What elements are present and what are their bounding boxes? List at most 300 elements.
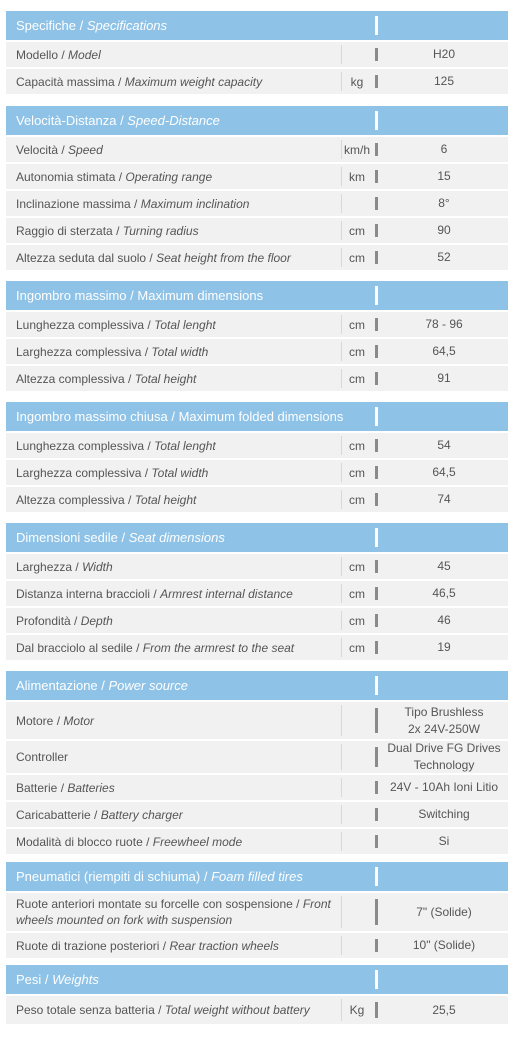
spec-value-text: 52	[437, 250, 451, 264]
section-title-it: Pneumatici (riempiti di schiuma)	[16, 869, 201, 884]
section-title-it: Alimentazione	[16, 678, 98, 693]
spec-label-text	[16, 465, 208, 481]
value-divider	[375, 143, 378, 156]
spec-label-it: Profondità	[16, 613, 71, 628]
spec-row	[6, 702, 508, 739]
spec-label-text	[16, 807, 183, 823]
spec-label-en: From the armrest to the seat	[142, 640, 295, 655]
spec-label-en: Model	[68, 47, 101, 62]
value-divider	[375, 939, 378, 952]
spec-label	[16, 191, 341, 216]
section-title	[16, 402, 343, 431]
spec-unit: cm	[349, 317, 365, 332]
spec-unit: cm	[349, 613, 365, 628]
label-separator: /	[114, 74, 125, 89]
value-divider	[375, 372, 378, 385]
label-separator: /	[159, 938, 170, 953]
spec-label	[16, 164, 341, 189]
spec-unit	[341, 191, 373, 216]
spec-value-text: 78 - 96	[425, 317, 463, 331]
spec-unit	[341, 741, 373, 773]
spec-row	[6, 933, 508, 958]
section-title-en: Specifications	[86, 18, 168, 33]
spec-value-text: 64,5	[432, 465, 456, 479]
spec-label	[16, 339, 341, 364]
section-title-it: Ingombro massimo chiusa	[16, 409, 168, 424]
spec-value-text: 8°	[438, 196, 450, 210]
title-separator: /	[117, 530, 129, 545]
value-divider	[375, 747, 378, 767]
spec-value	[380, 433, 508, 458]
spec-value	[380, 245, 508, 270]
section-title-en: Seat dimensions	[128, 530, 225, 545]
spec-label-it: Ruote di trazione posteriori	[16, 938, 160, 953]
section-title-en: Power source	[108, 678, 188, 693]
spec-value-text: 74	[437, 492, 451, 506]
section-title-en: Foam filled tires	[211, 869, 303, 884]
spec-label-it: Caricabatterie	[16, 807, 91, 822]
spec-unit	[341, 829, 373, 854]
spec-unit	[341, 702, 373, 739]
section-header	[6, 523, 508, 552]
spec-label-it: Raggio di sterzata	[16, 223, 113, 238]
label-separator: /	[142, 834, 153, 849]
spec-label-it: Lunghezza complessiva	[16, 438, 145, 453]
section-header	[6, 11, 508, 40]
spec-unit: Kg	[349, 1003, 365, 1017]
label-separator: /	[141, 465, 152, 480]
spec-value	[380, 164, 508, 189]
value-divider	[375, 560, 378, 573]
spec-label-it: Altezza complessiva	[16, 371, 125, 386]
spec-row	[6, 42, 508, 67]
value-divider	[375, 170, 378, 183]
spec-label	[16, 554, 341, 579]
spec-value-text: 7" (Solide)	[416, 904, 472, 919]
spec-value	[380, 69, 508, 94]
spec-label-it: Controller	[16, 750, 69, 764]
spec-label	[16, 245, 341, 270]
spec-value-text: 24V - 10Ah Ioni Litio	[389, 780, 499, 794]
spec-label-text	[16, 559, 113, 575]
spec-unit: cm	[349, 250, 365, 265]
section-header	[6, 862, 508, 891]
header-divider	[375, 16, 378, 35]
spec-label-en: Total lenght	[154, 317, 216, 332]
section-title	[16, 11, 167, 40]
spec-label	[16, 137, 341, 162]
spec-label-text	[16, 749, 68, 765]
spec-row	[6, 741, 508, 773]
spec-section	[6, 671, 508, 854]
section-title-it: Dimensioni sedile	[16, 530, 118, 545]
label-separator: /	[57, 780, 68, 795]
spec-label-en: Armrest internal distance	[160, 586, 293, 601]
section-title	[16, 281, 263, 310]
value-divider	[375, 75, 378, 88]
value-divider	[375, 587, 378, 600]
section-header	[6, 671, 508, 700]
value-divider	[375, 439, 378, 452]
spec-value-text: 90	[437, 223, 451, 237]
spec-unit	[341, 42, 373, 67]
spec-label	[16, 69, 341, 94]
header-divider	[375, 867, 378, 886]
spec-label-it: Ruote anteriori montate su forcelle con sospensione	[16, 897, 293, 911]
label-separator: /	[130, 196, 141, 211]
section-title-it: Pesi	[16, 972, 42, 987]
spec-value	[380, 933, 508, 958]
spec-label-it: Batterie	[16, 780, 58, 795]
value-divider	[375, 318, 378, 331]
label-separator: /	[144, 438, 155, 453]
spec-unit: cm	[349, 492, 365, 507]
spec-label-text	[16, 344, 208, 360]
section-title-en: Weights	[52, 972, 99, 987]
value-divider	[375, 614, 378, 627]
spec-value-text: 125	[433, 74, 455, 88]
spec-value	[380, 802, 508, 827]
spec-label-en: Freewheel mode	[152, 834, 243, 849]
spec-row	[6, 164, 508, 189]
spec-section	[6, 402, 508, 512]
spec-label-en: Total width	[151, 344, 209, 359]
spec-unit: km/h	[343, 142, 370, 157]
spec-value-text: 45	[437, 559, 451, 573]
spec-row	[6, 218, 508, 243]
spec-label-it: Modalità di blocco ruote	[16, 834, 143, 849]
value-divider	[375, 708, 378, 733]
spec-label-it: Larghezza complessiva	[16, 465, 142, 480]
spec-value-text: 15	[437, 169, 451, 183]
spec-unit: cm	[349, 344, 365, 359]
value-divider	[375, 251, 378, 264]
value-divider	[375, 808, 378, 821]
spec-row	[6, 339, 508, 364]
spec-value-text: Switching	[418, 807, 470, 821]
spec-label-text	[16, 169, 212, 185]
section-title	[16, 965, 99, 994]
label-separator: /	[115, 169, 126, 184]
spec-label-it: Peso totale senza batteria	[16, 1003, 155, 1017]
spec-value	[380, 775, 508, 800]
spec-label	[16, 218, 341, 243]
header-divider	[375, 286, 378, 305]
title-separator: /	[97, 678, 109, 693]
spec-row	[6, 137, 508, 162]
spec-label	[16, 702, 341, 739]
spec-row	[6, 460, 508, 485]
spec-value-text: H20	[432, 47, 455, 61]
spec-label-text	[16, 47, 101, 63]
spec-value-text: Tipo Brushless 2x 24V-250W	[404, 704, 484, 736]
spec-label-en: Speed	[68, 142, 103, 157]
spec-label	[16, 933, 341, 958]
spec-label-it: Dal bracciolo al sedile	[16, 640, 133, 655]
spec-unit	[341, 802, 373, 827]
value-divider	[375, 641, 378, 654]
spec-value	[380, 608, 508, 633]
spec-label-it: Distanza interna braccioli	[16, 586, 151, 601]
spec-unit: cm	[349, 559, 365, 574]
spec-value-text: Dual Drive FG Drives Technology	[387, 741, 501, 772]
spec-label-text	[16, 640, 294, 656]
spec-value	[380, 191, 508, 216]
spec-label	[16, 775, 341, 800]
spec-section	[6, 862, 508, 958]
spec-label-en: Motor	[63, 713, 95, 728]
spec-row	[6, 487, 508, 512]
spec-label	[16, 802, 341, 827]
spec-value-text: 25,5	[432, 1002, 456, 1017]
spec-value	[380, 312, 508, 337]
spec-section	[6, 281, 508, 391]
spec-label	[16, 608, 341, 633]
spec-label-text	[16, 780, 115, 796]
label-separator: /	[58, 142, 69, 157]
spec-unit: cm	[349, 371, 365, 386]
spec-row	[6, 996, 508, 1024]
spec-label-it: Larghezza	[16, 559, 73, 574]
spec-unit: kg	[350, 74, 364, 89]
spec-label-en: Total width	[151, 465, 209, 480]
value-divider	[375, 493, 378, 506]
spec-label	[16, 366, 341, 391]
spec-row	[6, 245, 508, 270]
spec-label	[16, 829, 341, 854]
spec-value-text: 64,5	[432, 344, 456, 358]
title-separator: /	[41, 972, 53, 987]
spec-label-text	[16, 938, 279, 954]
spec-label-text	[16, 713, 94, 729]
spec-row	[6, 802, 508, 827]
label-separator: /	[58, 47, 69, 62]
label-separator: /	[70, 613, 81, 628]
spec-label-text	[16, 142, 103, 158]
spec-value-text: 10" (Solide)	[412, 938, 476, 952]
section-title	[16, 671, 188, 700]
spec-label	[16, 996, 341, 1024]
spec-unit	[341, 893, 373, 931]
spec-value-text: 54	[437, 438, 451, 452]
label-separator: /	[154, 1003, 165, 1017]
header-divider	[375, 676, 378, 695]
spec-unit: cm	[349, 640, 365, 655]
spec-label	[16, 42, 341, 67]
section-title	[16, 523, 225, 552]
section-title-en: Maximum dimensions	[137, 288, 264, 303]
spec-label-text	[16, 223, 199, 239]
spec-value	[380, 635, 508, 660]
section-title-it: Ingombro massimo	[16, 288, 127, 303]
spec-label-en: Maximum inclination	[140, 196, 250, 211]
spec-label-en: Battery charger	[100, 807, 183, 822]
spec-label-en: Front wheels mounted on fork with suspension	[16, 897, 331, 927]
spec-value	[380, 460, 508, 485]
spec-unit	[341, 933, 373, 958]
spec-label-text	[16, 834, 242, 850]
label-separator: /	[72, 559, 83, 574]
value-divider	[375, 835, 378, 848]
spec-value	[380, 893, 508, 931]
spec-row	[6, 893, 508, 931]
spec-section	[6, 965, 508, 1024]
spec-label-en: Total weight without battery	[164, 1003, 310, 1017]
title-separator: /	[126, 288, 138, 303]
spec-row	[6, 608, 508, 633]
spec-label-text	[16, 1002, 310, 1018]
spec-value	[380, 366, 508, 391]
spec-label-it: Altezza complessiva	[16, 492, 125, 507]
spec-label-text	[16, 492, 196, 508]
spec-label-it: Modello	[16, 47, 59, 62]
spec-label-en: Rear traction wheels	[169, 938, 279, 953]
spec-row	[6, 366, 508, 391]
spec-label-text	[16, 613, 113, 629]
spec-label-text	[16, 250, 291, 266]
spec-label	[16, 487, 341, 512]
spec-unit: km	[349, 169, 365, 184]
section-header	[6, 281, 508, 310]
label-separator: /	[141, 344, 152, 359]
spec-label-en: Batteries	[67, 780, 115, 795]
spec-label	[16, 433, 341, 458]
label-separator: /	[132, 640, 143, 655]
value-divider	[375, 466, 378, 479]
spec-row	[6, 775, 508, 800]
spec-label-en: Maximum weight capacity	[124, 74, 263, 89]
spec-label-en: Depth	[80, 613, 113, 628]
spec-label-en: Seat height from the floor	[156, 250, 291, 265]
spec-value	[380, 42, 508, 67]
spec-value-text: 91	[437, 371, 451, 385]
title-separator: /	[75, 18, 87, 33]
spec-row	[6, 191, 508, 216]
label-separator: /	[124, 371, 135, 386]
spec-value	[380, 218, 508, 243]
spec-label-text	[16, 438, 216, 454]
section-title-it: Velocità-Distanza	[16, 113, 117, 128]
section-header	[6, 402, 508, 431]
spec-label-text	[16, 317, 216, 333]
spec-label-it: Velocità	[16, 142, 59, 157]
spec-label	[16, 581, 341, 606]
value-divider	[375, 781, 378, 794]
spec-label-text	[16, 896, 341, 928]
label-separator: /	[146, 250, 157, 265]
spec-row	[6, 312, 508, 337]
title-separator: /	[116, 113, 128, 128]
spec-label-it: Larghezza complessiva	[16, 344, 142, 359]
spec-row	[6, 581, 508, 606]
spec-unit: cm	[349, 465, 365, 480]
spec-value-text: 19	[437, 640, 451, 654]
spec-value	[380, 137, 508, 162]
spec-value	[380, 554, 508, 579]
spec-label-text	[16, 371, 196, 387]
spec-value	[380, 581, 508, 606]
spec-value	[380, 829, 508, 854]
section-title-en: Maximum folded dimensions	[178, 409, 344, 424]
spec-label-en: Turning radius	[122, 223, 199, 238]
spec-label-en: Operating range	[125, 169, 213, 184]
spec-section	[6, 523, 508, 660]
spec-label-it: Autonomia stimata	[16, 169, 116, 184]
spec-label-text	[16, 74, 262, 90]
value-divider	[375, 48, 378, 61]
spec-label-it: Capacità massima	[16, 74, 115, 89]
spec-label-en: Width	[82, 559, 113, 574]
spec-value	[380, 339, 508, 364]
header-divider	[375, 111, 378, 130]
section-title	[16, 106, 220, 135]
spec-value-text: 6	[440, 142, 448, 156]
header-divider	[375, 528, 378, 547]
spec-unit: cm	[349, 438, 365, 453]
section-title-it: Specifiche	[16, 18, 76, 33]
spec-label-it: Lunghezza complessiva	[16, 317, 145, 332]
value-divider	[375, 224, 378, 237]
spec-label-it: Motore	[16, 713, 54, 728]
section-header	[6, 965, 508, 994]
value-divider	[375, 899, 378, 925]
spec-value	[380, 487, 508, 512]
spec-label-en: Total lenght	[154, 438, 216, 453]
spec-label-en: Total height	[134, 492, 197, 507]
section-title-en: Speed-Distance	[127, 113, 220, 128]
value-divider	[375, 345, 378, 358]
label-separator: /	[124, 492, 135, 507]
label-separator: /	[150, 586, 161, 601]
header-divider	[375, 407, 378, 426]
spec-unit: cm	[349, 586, 365, 601]
spec-row	[6, 635, 508, 660]
spec-unit: cm	[349, 223, 365, 238]
spec-label	[16, 741, 341, 773]
spec-row	[6, 433, 508, 458]
spec-label-text	[16, 586, 293, 602]
spec-section	[6, 11, 508, 94]
spec-row	[6, 829, 508, 854]
section-header	[6, 106, 508, 135]
label-separator: /	[53, 713, 64, 728]
label-separator: /	[112, 223, 123, 238]
spec-label	[16, 460, 341, 485]
spec-label-it: Inclinazione massima	[16, 196, 131, 211]
value-divider	[375, 1002, 378, 1018]
spec-row	[6, 554, 508, 579]
section-title	[16, 862, 303, 891]
spec-label	[16, 635, 341, 660]
spec-row	[6, 69, 508, 94]
spec-value	[380, 741, 508, 773]
spec-section	[6, 106, 508, 270]
spec-label-text	[16, 196, 249, 212]
value-divider	[375, 197, 378, 210]
spec-value-text: 46	[437, 613, 451, 627]
spec-value-text: Si	[438, 834, 450, 848]
label-separator: /	[144, 317, 155, 332]
spec-unit	[341, 775, 373, 800]
spec-label	[16, 893, 341, 931]
label-separator: /	[90, 807, 101, 822]
spec-value	[380, 702, 508, 739]
spec-label-en: Total height	[134, 371, 197, 386]
title-separator: /	[200, 869, 212, 884]
spec-label	[16, 312, 341, 337]
title-separator: /	[167, 409, 179, 424]
label-separator: /	[292, 897, 303, 911]
